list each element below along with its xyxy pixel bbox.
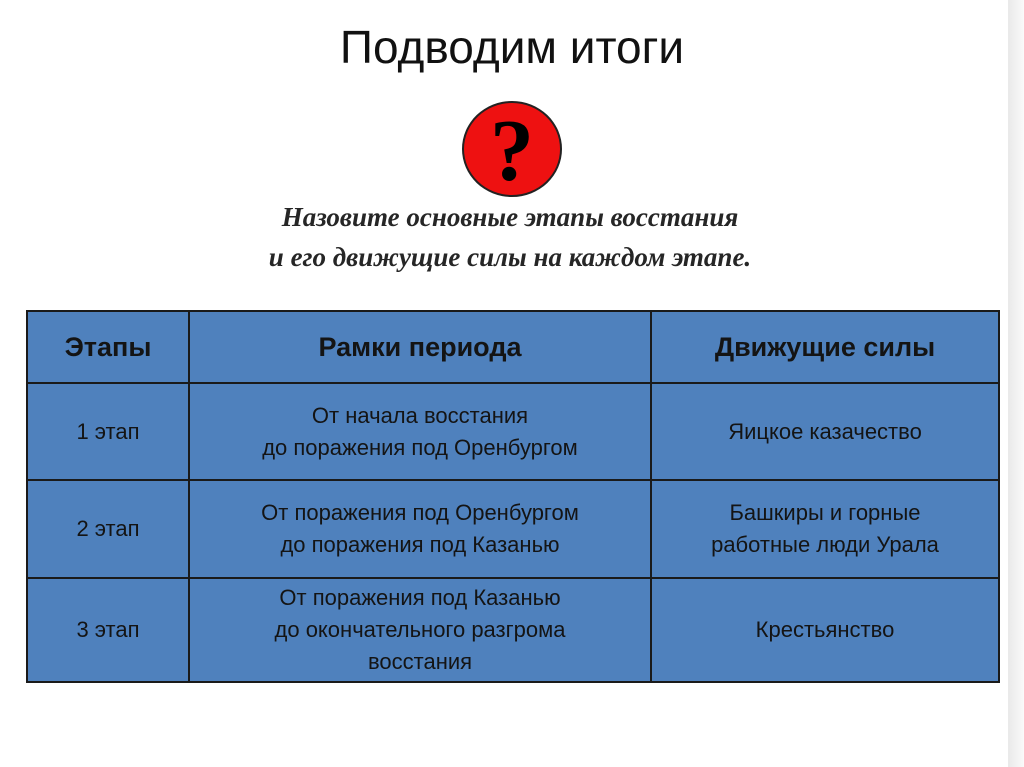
period-cell [189,383,651,480]
table-row [27,383,999,480]
stage-cell: 3 этап [27,578,189,682]
stage-cell: 1 этап [27,383,189,480]
forces-line: Яицкое казачество [728,418,922,444]
forces-line: Башкиры и горные [729,500,921,525]
period-line: до поражения под Казанью [280,532,560,557]
table-row [27,578,999,682]
question-line: Назовите основные этапы восстания [281,202,739,232]
period-line: От поражения под Казанью [279,585,561,610]
header-stages: Этапы [27,311,189,383]
slide-frame-edge [1008,0,1024,767]
question-text [180,197,840,277]
period-line: до окончательного разгрома [274,617,566,642]
stages-table [26,310,1000,683]
table-row [27,480,999,578]
forces-cell [651,480,999,578]
slide-title: Подводим итоги [339,21,685,73]
question-mark-icon [462,101,562,200]
table-header-row [27,311,999,383]
period-line: От начала восстания [311,402,529,428]
header-period: Рамки периода [189,311,651,383]
header-forces: Движущие силы [651,311,999,383]
period-line: до поражения под Оренбургом [262,434,578,460]
forces-cell [651,578,999,682]
stage-cell: 2 этап [27,480,189,578]
forces-line: Крестьянство [755,617,895,642]
period-cell [189,578,651,682]
period-line: восстания [367,649,473,674]
period-line: От поражения под Оренбургом [261,500,579,525]
forces-cell [651,383,999,480]
forces-line: работные люди Урала [711,532,939,557]
period-cell [189,480,651,578]
question-line: и его движущие силы на каждом этапе. [268,242,752,272]
question-mark-glyph: ? [490,103,534,200]
